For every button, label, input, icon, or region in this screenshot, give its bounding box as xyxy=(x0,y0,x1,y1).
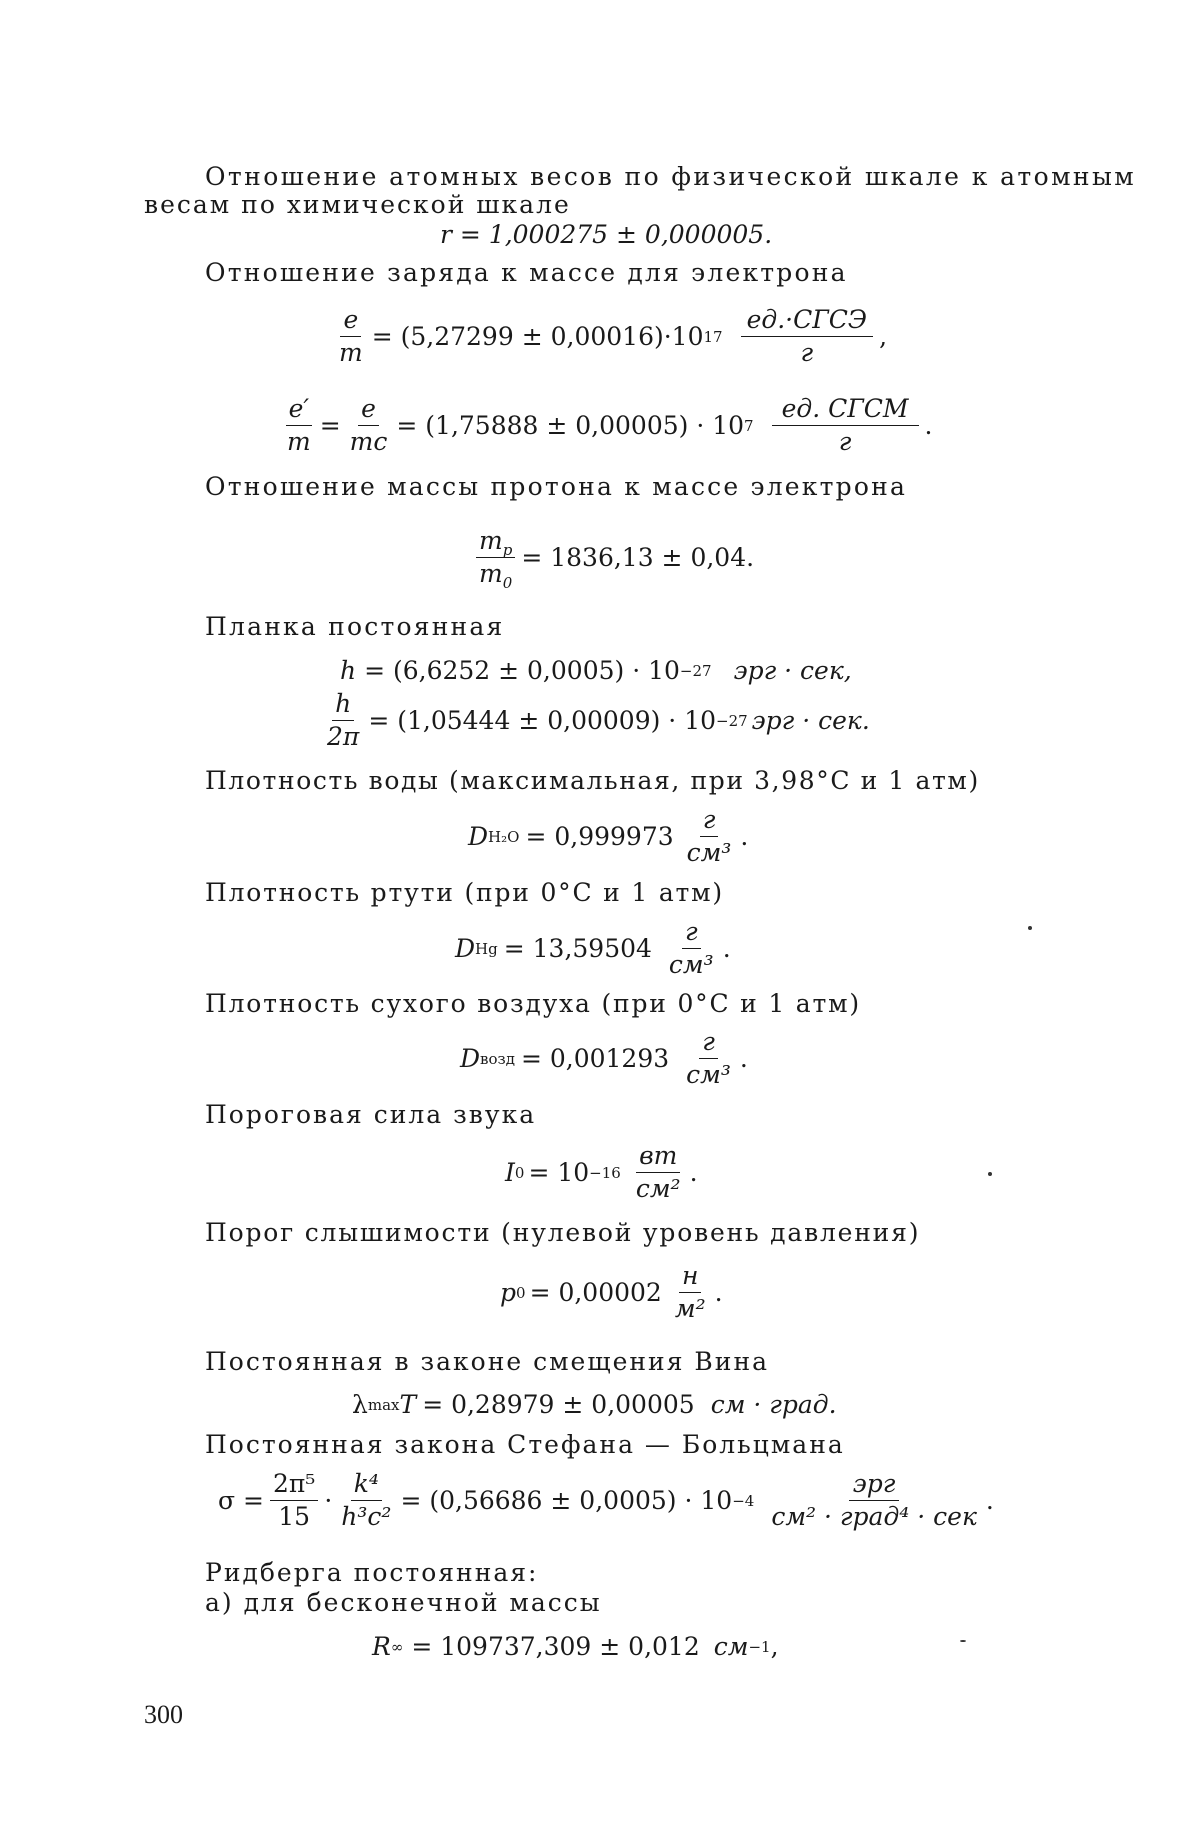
equation-p0: p 0 = 0,00002 $\frac{н}{\text{м²}}$ . xyxy=(500,1261,723,1323)
heading-air-density: Плотность сухого воздуха (при 0°C и 1 атм) xyxy=(205,989,861,1018)
equation-r xyxy=(440,220,772,249)
scan-speck xyxy=(1028,926,1032,930)
unit-g-cm3-hg: $\frac{г}{\text{см³}}$ xyxy=(668,917,714,979)
intro-line-2: весам по химической шкале xyxy=(144,190,571,219)
unit-g-cm3-air: $\frac{г}{\text{см³}}$ xyxy=(686,1027,731,1089)
heading-wien: Постоянная в законе смещения Вина xyxy=(205,1347,770,1376)
heading-mercury-density: Плотность ртути (при 0°C и 1 атм) xyxy=(205,878,724,907)
equation-mercury: D Hg = 13,59504 $\frac{г}{\text{см³}}$ . xyxy=(455,917,731,979)
fraction-2pi5-15: $\frac{\text{2π⁵}}{15}$ xyxy=(270,1470,318,1531)
fraction-e-mc: $\frac{e}{mc}$ xyxy=(349,394,388,456)
unit-erg-cm2-grad4-sec: $\frac{\text{эрг}}{\text{см² · град⁴ · сек}}$ xyxy=(771,1469,977,1531)
page-number: 300 xyxy=(144,1700,183,1729)
equation-wien: λ max T = 0,28979 ± 0,00005 см · град. xyxy=(352,1390,837,1419)
heading-rydberg: Ридберга постоянная: xyxy=(205,1558,539,1587)
scan-speck xyxy=(988,1172,992,1176)
fraction-e-prime-m: $\frac{e'}{m}$ xyxy=(287,394,311,456)
heading-charge-mass: Отношение заряда к массе для электрона xyxy=(205,258,848,287)
rydberg-item-a: а) для бесконечной массы xyxy=(205,1588,602,1617)
unit-w-cm2: $\frac{вт}{\text{см²}}$ xyxy=(635,1141,681,1203)
equation-water: D H₂O = 0,999973 $\frac{г}{\text{см³}}$ . xyxy=(468,805,749,867)
heading-sound-intensity: Пороговая сила звука xyxy=(205,1100,537,1129)
fraction-e-m: $\frac{e}{m}$ xyxy=(339,305,363,367)
equation-r-infinity: R ∞ = 109737,309 ± 0,012 см −1 , xyxy=(372,1632,779,1661)
fraction-k4-h3c2: $\frac{\text{k⁴}}{\text{h³c²}}$ xyxy=(341,1469,392,1531)
intro-line-1: Отношение атомных весов по физической шкале к атомным xyxy=(205,162,1137,191)
heading-planck: Планка постоянная xyxy=(205,612,505,641)
unit-n-m2: $\frac{н}{\text{м²}}$ xyxy=(674,1261,706,1323)
unit-g-cm3: $\frac{г}{\text{см³}}$ xyxy=(686,805,732,867)
fraction-h-2pi: $\frac{h}{2\pi}$ xyxy=(327,689,360,751)
heading-hearing-threshold: Порог слышимости (нулевой уровень давления) xyxy=(205,1218,921,1247)
fraction-mp-m0: $\frac{m_p}{m_0}$ xyxy=(476,527,515,588)
equation-e-prime-over-m: $\frac{e'}{m}$ = $\frac{e}{mc}$ = (1,75888 ± 0,00005) · 10 7 $\frac{\text{ед. СГСМ}}{г}$ . xyxy=(278,395,933,456)
equation-hbar: $\frac{h}{2\pi}$ = (1,05444 ± 0,00009) · 10 −27 эрг · сек. xyxy=(318,690,870,751)
equation-h: h = (6,6252 ± 0,0005) · 10 −27 эрг · сек, xyxy=(340,656,852,685)
unit-cgsm: $\frac{\text{ед. СГСМ}}{г}$ xyxy=(772,395,919,456)
heading-water-density: Плотность воды (максимальная, при 3,98°C и 1 атм) xyxy=(205,766,980,795)
equation-i0: I 0 = 10 −16 $\frac{вт}{\text{см²}}$ . xyxy=(505,1141,698,1203)
equation-e-over-m: $\frac{e}{m}$ = (5,27299 ± 0,00016)·10 17 $\frac{\text{ед.·СГСЭ}}{г}$ , xyxy=(330,306,887,367)
scan-speck xyxy=(960,1640,966,1642)
equation-mp-me: $\frac{m_p}{m_0}$ = 1836,13 ± 0,04. xyxy=(470,527,754,588)
heading-proton-electron: Отношение массы протона к массе электрона xyxy=(205,472,908,501)
equation-air: D возд = 0,001293 $\frac{г}{\text{см³}}$ . xyxy=(460,1027,748,1089)
unit-cgse: $\frac{\text{ед.·СГСЭ}}{г}$ xyxy=(741,306,873,367)
equation-r-text: r = 1,000275 ± 0,000005. xyxy=(440,220,773,249)
heading-stefan-boltzmann: Постоянная закона Стефана — Больцмана xyxy=(205,1430,845,1459)
equation-sigma: σ = $\frac{\text{2π⁵}}{15}$ · $\frac{\text{k⁴}}{\text{h³c²}}$ = (0,56686 ± 0,0005) · 10 −4 $\frac{\text{эрг}}{\text{см² · град⁴ · сек}}$ . xyxy=(218,1469,994,1531)
